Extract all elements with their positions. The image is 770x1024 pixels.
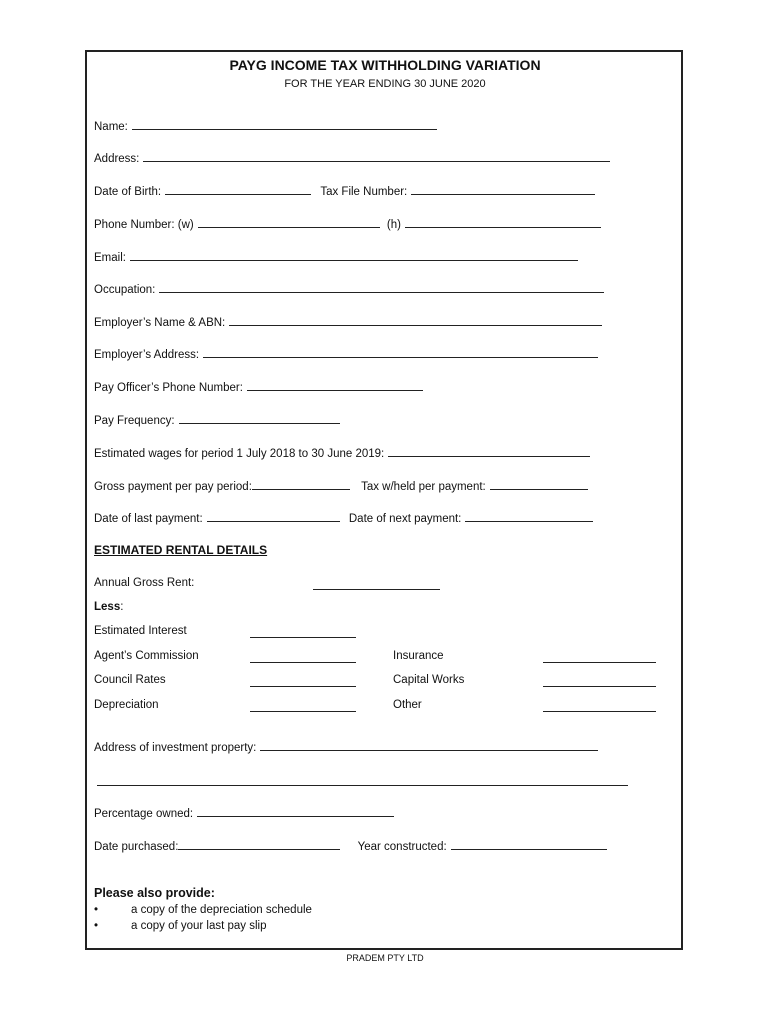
bullet-icon: •: [94, 920, 99, 932]
capital-works-field[interactable]: [543, 675, 656, 687]
tfn-label: Tax File Number:: [320, 186, 408, 198]
depreciation-label: Depreciation: [94, 699, 159, 711]
property-address-label: Address of investment property:: [94, 742, 257, 754]
other-field[interactable]: [543, 700, 656, 712]
date-purchased-label: Date purchased:: [94, 841, 179, 853]
pay-officer-label: Pay Officer’s Phone Number:: [94, 382, 243, 394]
phone-row: [94, 216, 601, 231]
phone-h-field[interactable]: [405, 216, 601, 228]
occupation-field[interactable]: [159, 281, 604, 293]
email-field[interactable]: [130, 249, 578, 261]
address-row: [94, 150, 610, 165]
address-field[interactable]: [143, 150, 610, 162]
property-address-row: [94, 739, 598, 754]
gross-payment-label: Gross payment per pay period:: [94, 481, 252, 493]
estimated-interest-field[interactable]: [250, 626, 356, 638]
property-address-line-2[interactable]: [97, 774, 628, 786]
pay-officer-row: [94, 379, 423, 394]
name-field[interactable]: [132, 118, 437, 130]
percentage-owned-field[interactable]: [197, 805, 394, 817]
annual-gross-rent-label: Annual Gross Rent:: [94, 577, 195, 589]
name-row: [94, 118, 437, 133]
estimated-wages-row: [94, 445, 590, 460]
property-address-field[interactable]: [260, 739, 598, 751]
provide-item: [94, 920, 267, 932]
last-payment-field[interactable]: [207, 510, 340, 522]
occupation-label: Occupation:: [94, 284, 156, 296]
gross-payment-row: [94, 478, 588, 493]
gross-payment-field[interactable]: [252, 478, 350, 490]
capital-works-label: Capital Works: [393, 674, 465, 686]
year-constructed-field[interactable]: [451, 838, 607, 850]
payment-dates-row: [94, 510, 593, 525]
employer-name-row: [94, 314, 602, 329]
council-rates-field[interactable]: [250, 675, 356, 687]
provide-heading: Please also provide:: [94, 886, 215, 900]
provide-item-text: a copy of the depreciation schedule: [131, 904, 312, 916]
pay-frequency-label: Pay Frequency:: [94, 415, 175, 427]
email-row: [94, 249, 578, 264]
address-label: Address:: [94, 153, 140, 165]
employer-address-row: [94, 346, 598, 361]
bullet-icon: •: [94, 904, 99, 916]
council-rates-label: Council Rates: [94, 674, 166, 686]
percentage-owned-label: Percentage owned:: [94, 808, 194, 820]
form-title: PAYG INCOME TAX WITHHOLDING VARIATION: [229, 57, 541, 73]
occupation-row: [94, 281, 604, 296]
purchase-row: [94, 838, 607, 853]
phone-w-label: Phone Number: (w): [94, 219, 194, 231]
name-label: Name:: [94, 121, 128, 133]
agents-commission-label: Agent’s Commission: [94, 650, 199, 662]
pay-officer-field[interactable]: [247, 379, 423, 391]
less-row: Less:: [94, 601, 124, 613]
email-label: Email:: [94, 252, 126, 264]
dob-label: Date of Birth:: [94, 186, 162, 198]
pay-frequency-row: [94, 412, 340, 427]
year-constructed-label: Year constructed:: [357, 841, 447, 853]
annual-gross-rent-field[interactable]: [313, 578, 440, 590]
date-purchased-field[interactable]: [178, 838, 340, 850]
employer-name-label: Employer’s Name & ABN:: [94, 317, 226, 329]
estimated-wages-label: Estimated wages for period 1 July 2018 to 30 June 2019:: [94, 448, 385, 460]
depreciation-field[interactable]: [250, 700, 356, 712]
employer-address-field[interactable]: [203, 346, 598, 358]
tax-withheld-label: Tax w/held per payment:: [361, 481, 486, 493]
percentage-owned-row: [94, 805, 394, 820]
dob-field[interactable]: [165, 183, 311, 195]
agents-commission-field[interactable]: [250, 651, 356, 663]
provide-item: [94, 904, 312, 916]
employer-address-label: Employer’s Address:: [94, 349, 200, 361]
footer-company: PRADEM PTY LTD: [346, 953, 424, 963]
tfn-field[interactable]: [411, 183, 595, 195]
less-label: Less: [94, 601, 121, 613]
tax-withheld-field[interactable]: [490, 478, 588, 490]
phone-h-label: (h): [386, 219, 401, 231]
rental-heading: ESTIMATED RENTAL DETAILS: [94, 543, 268, 557]
employer-name-field[interactable]: [229, 314, 602, 326]
form-frame: [85, 50, 683, 950]
estimated-wages-field[interactable]: [388, 445, 590, 457]
insurance-label: Insurance: [393, 650, 444, 662]
provide-item-text: a copy of your last pay slip: [131, 920, 267, 932]
other-label: Other: [393, 699, 422, 711]
estimated-interest-label: Estimated Interest: [94, 625, 187, 637]
phone-w-field[interactable]: [198, 216, 380, 228]
last-payment-label: Date of last payment:: [94, 513, 203, 525]
form-subtitle: FOR THE YEAR ENDING 30 JUNE 2020: [284, 78, 486, 90]
next-payment-label: Date of next payment:: [348, 513, 462, 525]
dob-row: [94, 183, 595, 198]
insurance-field[interactable]: [543, 651, 656, 663]
pay-frequency-field[interactable]: [179, 412, 340, 424]
next-payment-field[interactable]: [465, 510, 593, 522]
